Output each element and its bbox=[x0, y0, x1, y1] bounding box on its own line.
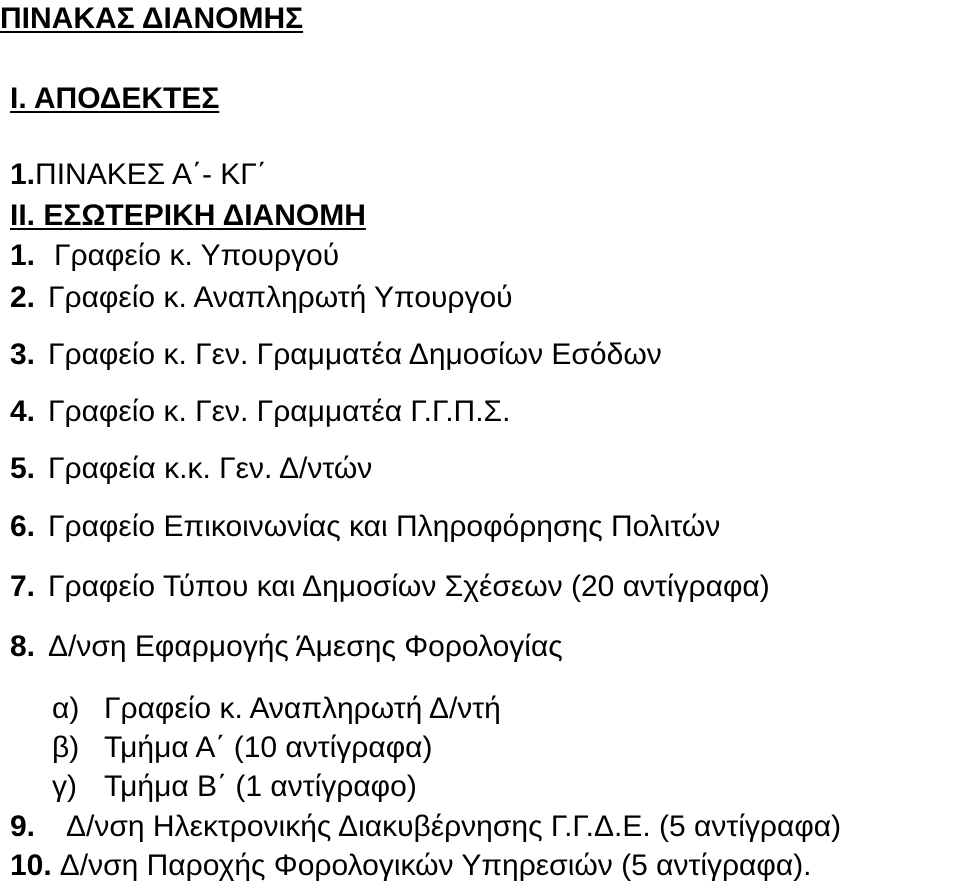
section-heading-internal: ΙΙ. ΕΣΩΤΕΡΙΚΗ ΔΙΑΝΟΜΗ bbox=[10, 199, 366, 232]
list-item bbox=[10, 454, 372, 484]
item-text: Γραφείο κ. Γεν. Γραμματέα Γ.Γ.Π.Σ. bbox=[48, 395, 511, 428]
list-item bbox=[10, 397, 510, 427]
list-item bbox=[10, 632, 563, 662]
item-number: 4. bbox=[10, 395, 36, 428]
sub-item-letter: γ) bbox=[52, 770, 77, 803]
sub-item-text: Τμήμα Β΄ (1 αντίγραφο) bbox=[104, 770, 417, 803]
item-number: 2. bbox=[10, 281, 36, 314]
list-item bbox=[10, 241, 339, 271]
item-text: Δ/νση Εφαρμογής Άμεσης Φορολογίας bbox=[48, 630, 563, 663]
sub-item-letter: α) bbox=[52, 692, 80, 725]
item-text: Δ/νση Παροχής Φορολογικών Υπηρεσιών (5 αντίγραφα). bbox=[59, 849, 812, 882]
list-item bbox=[10, 851, 812, 881]
sub-item-text: Τμήμα Α΄ (10 αντίγραφα) bbox=[104, 731, 433, 764]
item-number: 6. bbox=[10, 510, 36, 543]
item-text: Γραφείο κ. Υπουργού bbox=[54, 239, 340, 272]
sub-item-letter: β) bbox=[52, 731, 80, 764]
item-number: 1. bbox=[10, 158, 36, 191]
list-item bbox=[10, 340, 662, 370]
sub-list-item bbox=[52, 733, 433, 763]
list-item bbox=[10, 283, 513, 313]
item-text: Δ/νση Ηλεκτρονικής Διακυβέρνησης Γ.Γ.Δ.Ε. (5 αντίγραφα) bbox=[66, 810, 842, 843]
item-number: 1. bbox=[10, 239, 36, 272]
item-text: Γραφείο κ. Αναπληρωτή Υπουργού bbox=[48, 281, 513, 314]
item-text: Γραφείο κ. Γεν. Γραμματέα Δημοσίων Εσόδων bbox=[48, 338, 662, 371]
item-text: Γραφεία κ.κ. Γεν. Δ/ντών bbox=[48, 452, 373, 485]
list-item bbox=[10, 512, 720, 542]
list-item bbox=[10, 160, 267, 190]
page-title: ΠΙΝΑΚΑΣ ΔΙΑΝΟΜΗΣ bbox=[0, 2, 304, 35]
item-text: Γραφείο Επικοινωνίας και Πληροφόρησης Πολιτών bbox=[48, 510, 721, 543]
sub-item-text: Γραφείο κ. Αναπληρωτή Δ/ντή bbox=[104, 692, 501, 725]
section-heading-recipients: Ι. ΑΠΟΔΕΚΤΕΣ bbox=[10, 82, 220, 115]
sub-list-item bbox=[52, 772, 417, 802]
sub-list-item bbox=[52, 694, 501, 724]
item-number: 9. bbox=[10, 810, 36, 843]
item-number: 7. bbox=[10, 570, 36, 603]
list-item bbox=[10, 812, 841, 842]
item-number: 5. bbox=[10, 452, 36, 485]
list-item bbox=[10, 572, 770, 602]
item-number: 3. bbox=[10, 338, 36, 371]
item-text: Γραφείο Τύπου και Δημοσίων Σχέσεων (20 αντίγραφα) bbox=[48, 570, 770, 603]
item-number: 10. bbox=[10, 849, 52, 882]
item-number: 8. bbox=[10, 630, 36, 663]
item-text: ΠΙΝΑΚΕΣ Α΄- ΚΓ΄ bbox=[35, 158, 267, 191]
